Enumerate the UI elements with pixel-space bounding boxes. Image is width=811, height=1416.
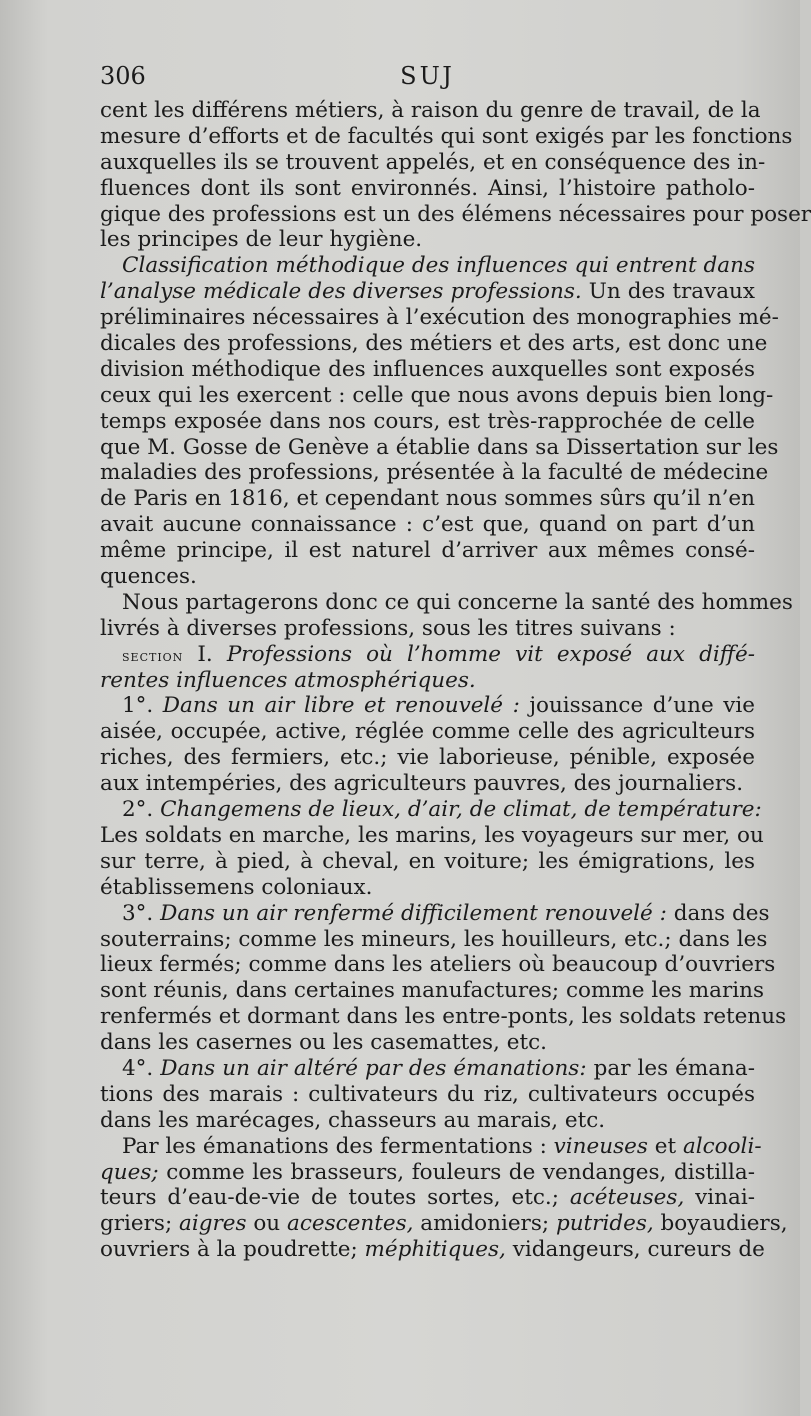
text-span: ou <box>246 1211 287 1237</box>
text-line <box>100 253 755 279</box>
text-span: ouvriers à la poudrette; <box>100 1237 365 1263</box>
text-span: les principes de leur hygiène. <box>100 227 423 253</box>
text-line <box>100 409 755 435</box>
text-span: jouissance d’une vie <box>519 693 755 719</box>
text-line <box>100 1108 755 1134</box>
italic-span: Changemens de lieux, d’air, de climat, de température: <box>160 797 762 823</box>
text-span: que M. Gosse de Genève a établie dans sa Dissertation sur les <box>100 434 779 460</box>
italic-span: acéteuses, <box>569 1185 685 1211</box>
italic-span: aigres <box>179 1211 247 1237</box>
italic-span: Professions où l’homme vit exposé aux diffé- <box>226 641 755 667</box>
text-span: quences. <box>100 564 197 590</box>
text-span: préliminaires nécessaires à l’exécution des monographies mé- <box>100 305 779 331</box>
text-line <box>100 1004 787 1030</box>
text-line <box>100 227 755 253</box>
text-span: par les émana- <box>586 1055 755 1081</box>
small-caps-span: section <box>122 645 184 665</box>
text-span: 4°. <box>122 1055 161 1081</box>
text-span: vinai- <box>684 1185 755 1211</box>
text-span: I. <box>183 641 227 667</box>
text-line <box>100 797 762 823</box>
text-line <box>100 693 755 719</box>
text-span: Nous partagerons donc ce qui concerne la santé des hommes <box>122 589 793 615</box>
italic-span: vineuses <box>553 1133 648 1159</box>
text-span: livrés à diverses professions, sous les titres suivans : <box>100 615 676 641</box>
text-line <box>100 460 769 486</box>
text-line <box>100 434 779 461</box>
italic-span: acescentes, <box>287 1211 414 1237</box>
italic-span: Dans un air renfermé difficilement renouvelé : <box>160 900 667 926</box>
text-line <box>100 900 770 927</box>
text-span: boyaudiers, <box>653 1211 788 1237</box>
text-span: auxquelles ils se trouvent appelés, et en conséquence des in- <box>100 149 766 175</box>
italic-span: rentes influences atmosphériques. <box>100 667 476 693</box>
text-line <box>100 279 755 305</box>
text-span: renfermés et dormant dans les entre-ponts, les soldats retenus <box>100 1004 787 1030</box>
text-span: dans les marécages, chasseurs au marais, etc. <box>100 1107 606 1133</box>
text-line <box>100 1211 788 1237</box>
page-number: 306 <box>100 62 146 90</box>
text-line <box>100 305 779 331</box>
text-span: dicales des professions, des métiers et des arts, est donc une <box>100 331 768 357</box>
text-line <box>100 98 761 124</box>
text-span: comme les brasseurs, fouleurs de vendanges, distilla- <box>158 1159 755 1185</box>
text-line <box>100 1185 755 1211</box>
text-line <box>100 1160 755 1186</box>
text-line <box>100 1133 762 1160</box>
text-span: établissemens coloniaux. <box>100 874 373 900</box>
text-span: ceux qui les exercent : celle que nous avons depuis bien long- <box>100 382 774 408</box>
text-line <box>100 512 755 538</box>
text-span: riches, des fermiers, etc.; vie laborieuse, pénible, exposée <box>100 745 755 771</box>
italic-span: méphitiques, <box>364 1237 506 1263</box>
text-line <box>100 538 755 564</box>
text-span: vidangeurs, cureurs de <box>505 1237 765 1263</box>
italic-span: l’analyse médicale des diverses professions. <box>100 279 582 305</box>
text-line <box>100 1082 755 1108</box>
text-line <box>100 1056 755 1082</box>
text-span: souterrains; comme les mineurs, les houilleurs, etc.; dans les <box>100 926 768 952</box>
italic-span: Dans un air altéré par des émanations: <box>160 1055 587 1081</box>
text-line <box>100 822 764 849</box>
text-line <box>100 176 755 202</box>
text-span: Un des travaux <box>581 279 755 305</box>
text-span: fluences dont ils sont environnés. Ainsi, l’histoire patholo- <box>100 175 755 201</box>
text-span: cent les différens métiers, à raison du genre de travail, de la <box>100 98 761 123</box>
text-span: amidoniers; <box>413 1211 556 1237</box>
text-line <box>100 771 755 797</box>
text-span: 3°. <box>122 900 161 926</box>
text-line <box>100 564 755 590</box>
text-span: tions des marais : cultivateurs du riz, cultivateurs occupés <box>100 1081 755 1107</box>
page-header <box>100 62 755 94</box>
text-span: dans des <box>666 900 770 926</box>
italic-span: Dans un air libre et renouvelé : <box>162 693 520 719</box>
text-span: 2°. <box>122 797 161 823</box>
italic-span: alcooli- <box>682 1133 762 1159</box>
running-title: SUJ <box>400 62 455 90</box>
text-span: sur terre, à pied, à cheval, en voiture; les émigrations, les <box>100 848 755 874</box>
text-span: sont réunis, dans certaines manufactures; comme les marins <box>100 978 765 1004</box>
text-line <box>100 978 765 1004</box>
text-line <box>100 357 755 383</box>
italic-span: Classification méthodique des influences qui entrent dans <box>122 253 755 279</box>
italic-span: ques; <box>100 1159 159 1185</box>
text-span: avait aucune connaissance : c’est que, quand on part d’un <box>100 512 755 538</box>
text-line <box>100 616 755 642</box>
text-span: maladies des professions, présentée à la faculté de médecine <box>100 460 769 486</box>
text-line <box>100 642 755 668</box>
text-line <box>100 382 774 409</box>
text-line <box>100 668 755 694</box>
body-text <box>100 98 811 1263</box>
text-line <box>100 123 793 150</box>
italic-span: putrides, <box>555 1211 654 1237</box>
text-span: Par les émanations des fermentations : <box>122 1133 554 1159</box>
text-span: teurs d’eau-de-vie de toutes sortes, etc.; <box>100 1185 570 1211</box>
text-line <box>100 926 768 953</box>
text-span: temps exposée dans nos cours, est très-rapprochée de celle <box>100 408 755 434</box>
text-span: griers; <box>100 1211 180 1237</box>
text-span: et <box>647 1133 683 1159</box>
text-span: division méthodique des influences auxquelles sont exposés <box>100 356 755 382</box>
text-span: même principe, il est naturel d’arriver aux mêmes consé- <box>100 538 755 564</box>
text-span: aisée, occupée, active, réglée comme celle des agriculteurs <box>100 719 755 745</box>
text-line <box>100 719 755 745</box>
text-line <box>100 486 755 512</box>
text-line <box>100 745 755 771</box>
text-line <box>100 849 755 875</box>
text-line <box>100 1030 755 1056</box>
text-line <box>100 875 755 901</box>
text-span: aux intempéries, des agriculteurs pauvres, des journaliers. <box>100 771 744 797</box>
text-span: Les soldats en marche, les marins, les voyageurs sur mer, ou <box>100 822 764 848</box>
text-span: 1°. <box>122 693 163 719</box>
text-span: lieux fermés; comme dans les ateliers où beaucoup d’ouvriers <box>100 952 776 978</box>
text-span: de Paris en 1816, et cependant nous sommes sûrs qu’il n’en <box>100 486 755 512</box>
text-line <box>100 1237 765 1263</box>
text-line <box>100 149 766 176</box>
text-line <box>100 589 793 616</box>
text-line <box>100 201 811 228</box>
text-line <box>100 331 768 357</box>
text-span: dans les casernes ou les casemattes, etc. <box>100 1030 547 1056</box>
text-span: mesure d’efforts et de facultés qui sont exigés par les fonctions <box>100 123 793 149</box>
text-span: gique des professions est un des élémens nécessaires pour poser <box>100 201 811 227</box>
text-line <box>100 952 776 978</box>
